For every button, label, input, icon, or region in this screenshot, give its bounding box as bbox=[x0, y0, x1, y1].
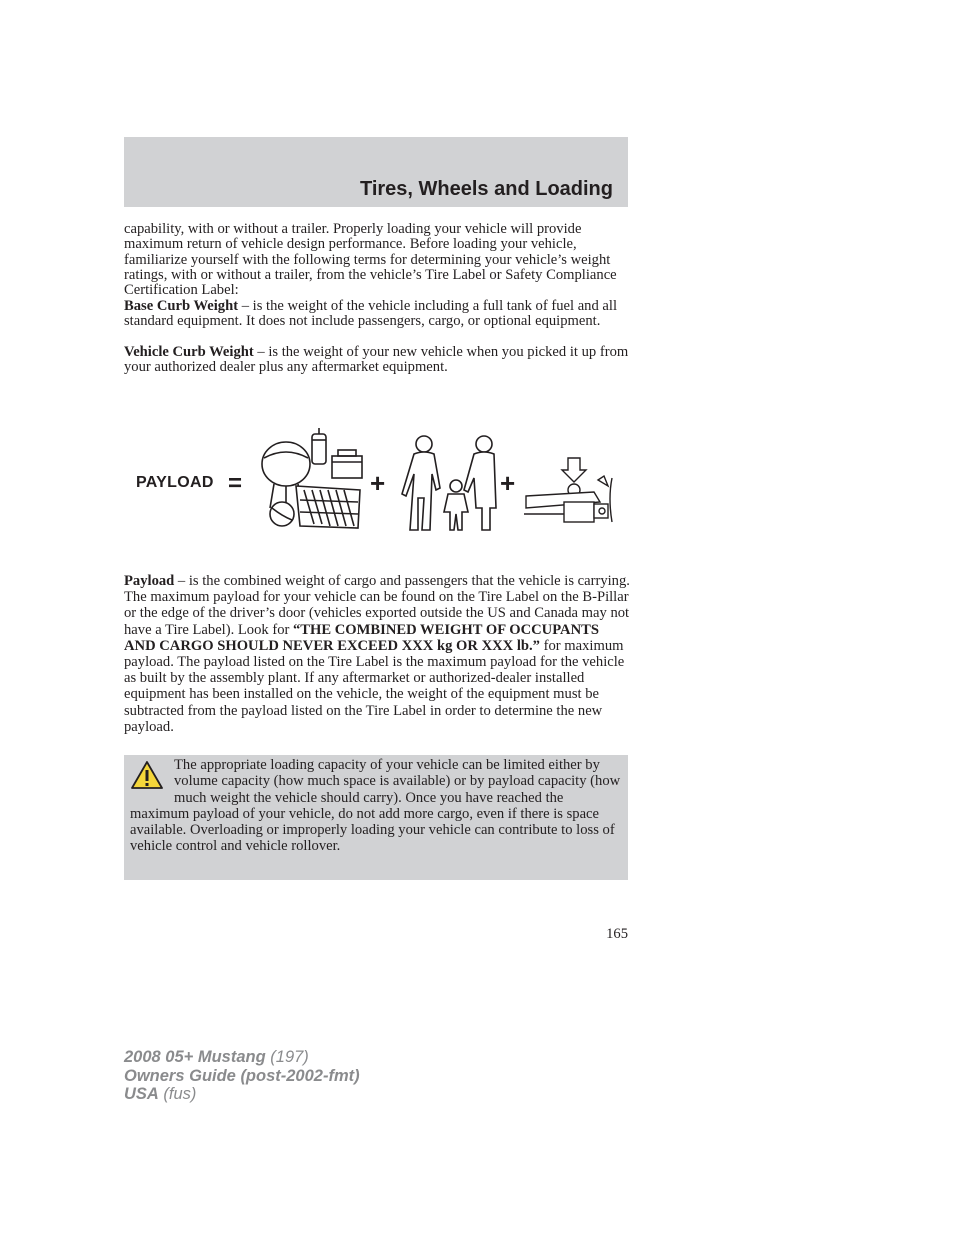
base-curb-weight-definition bbox=[124, 299, 630, 330]
footer-line-1: 2008 05+ Mustang (197) bbox=[124, 1048, 309, 1066]
payload-text-a: – is the combined weight of cargo and passengers that the vehicle is carrying. The maximum payload for your vehicle can be found on the Tire Label on the B-Pillar or the edge of the driver’s door (vehicles exported outside the US and Canada may not have a Tire Label). Look for bbox=[124, 573, 630, 638]
payload-illustration bbox=[124, 418, 630, 540]
people-icon bbox=[402, 436, 496, 530]
plus-sign-2: + bbox=[500, 468, 516, 498]
cargo-icon bbox=[262, 428, 362, 528]
warning-box bbox=[124, 755, 628, 880]
intro-paragraph bbox=[124, 222, 630, 298]
payload-figure bbox=[124, 418, 630, 540]
warning-paragraph bbox=[130, 757, 622, 855]
section-title: Tires, Wheels and Loading bbox=[359, 178, 613, 200]
payload-emphasis: “THE COMBINED WEIGHT OF OCCUPANTS AND CARGO SHOULD NEVER EXCEED XXX kg OR XXX lb.” bbox=[124, 621, 599, 654]
footer-line-3: USA (fus) bbox=[124, 1085, 197, 1103]
intro-text: capability, with or without a trailer. Properly loading your vehicle will provide maximum return of vehicle design performance. Before loading your vehicle, familiarize yourself with the following terms for determining your vehicle’s weight ratings, with or without a trailer, from the vehicle’s Tire Label or Safety Compliance Certification Label: bbox=[124, 221, 617, 299]
payload-text-b: for maximum payload. The payload listed on the Tire Label is the maximum payload for the vehicle as built by the assembly plant. If any aftermarket or authorized-dealer installed equipment has been installed on the vehicle, the weight of the equipment must be subtracted from the payload listed on the Tire Label in order to determine the new payload. bbox=[124, 637, 625, 735]
base-curb-weight-term: Base Curb Weight bbox=[124, 298, 239, 314]
payload-paragraph bbox=[124, 573, 630, 735]
vehicle-curb-weight-definition bbox=[124, 345, 630, 376]
payload-term: Payload bbox=[124, 573, 175, 589]
payload-label: PAYLOAD bbox=[136, 474, 214, 491]
page-number: 165 bbox=[606, 926, 628, 942]
footer-line-2: Owners Guide (post-2002-fmt) bbox=[124, 1066, 360, 1085]
document-footer bbox=[124, 1048, 360, 1104]
equals-sign: = bbox=[228, 470, 243, 497]
vehicle-curb-weight-term: Vehicle Curb Weight bbox=[124, 344, 254, 360]
plus-sign-1: + bbox=[370, 468, 386, 498]
trailer-hitch-icon bbox=[524, 458, 612, 522]
warning-triangle-icon bbox=[130, 760, 164, 790]
header-band bbox=[124, 137, 628, 207]
base-curb-weight-text: – is the weight of the vehicle including a full tank of fuel and all standard equipment. It does not include passengers, cargo, or optional equipment. bbox=[124, 298, 618, 330]
vehicle-curb-weight-text: – is the weight of your new vehicle when you picked it up from your authorized dealer plus any aftermarket equipment. bbox=[124, 344, 629, 376]
warning-text: The appropriate loading capacity of your vehicle can be limited either by volume capacity (how much space is available) or by payload capacity (how much weight the vehicle should carry). Once you have reached the maximum payload of your vehicle, do not add more cargo, even if there is space available. Overloading or improperly loading your vehicle can contribute to loss of vehicle control and vehicle rollover. bbox=[130, 757, 621, 855]
